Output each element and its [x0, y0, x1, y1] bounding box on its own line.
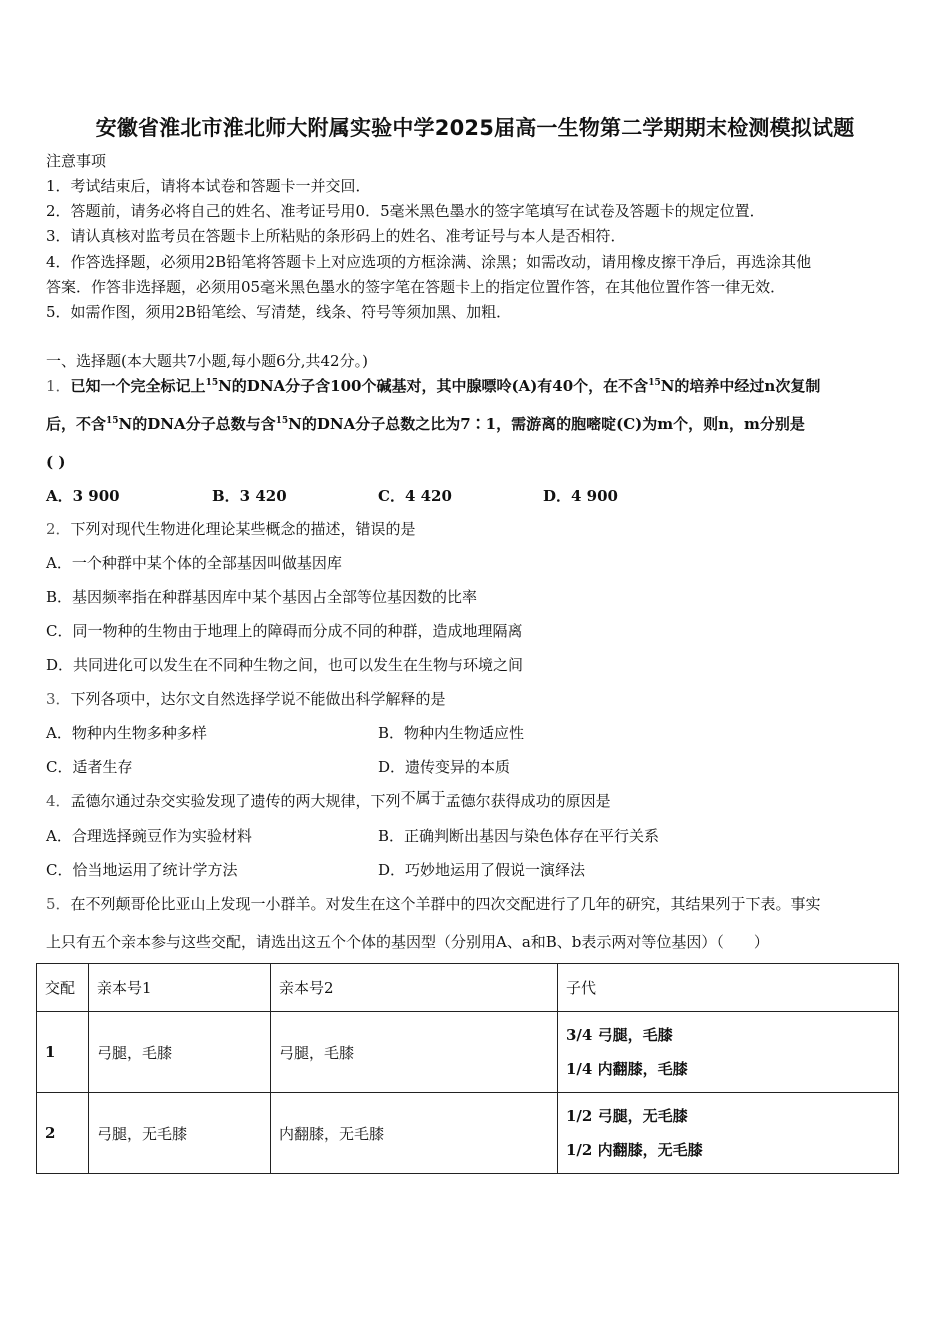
q4-text: 孟德尔获得成功的原因是: [445, 792, 611, 810]
q1-text: 后，不含: [46, 415, 107, 433]
q1-text: N的DNA分子总数之比为7∶1，需游离的胞嘧啶(C)为m个，则n，m分别是: [288, 415, 805, 433]
q3-stem: [46, 689, 446, 709]
q3-option-b: B．物种内生物适应性: [378, 724, 525, 742]
notice-item-2: 2．答题前，请务必将自己的姓名、准考证号用0．5毫米黑色墨水的签字笔填写在试卷及答题卡的规定位置．: [46, 202, 765, 220]
superscript: 15: [648, 378, 661, 388]
notice-heading: 注意事项: [46, 152, 107, 170]
notice-item-5: 5．如需作图，须用2B铅笔绘、写清楚，线条、符号等须加黑、加粗．: [46, 303, 512, 321]
q5-text: 在不列颠哥伦比亚山上发现一小群羊。对发生在这个羊群中的四次交配进行了几年的研究，其结果列于下表。事实: [70, 895, 821, 913]
parent-1-phenotype: 弓腿，无毛膝: [89, 1093, 271, 1174]
q1-option-c: C．4 420: [378, 487, 452, 505]
notice-item-4-cont: 答案．作答非选择题，必须用05毫米黑色墨水的签字笔在答题卡上的指定位置作答，在其他位置作答一律无效．: [46, 278, 786, 296]
header-parent-1: 亲本号1: [89, 964, 271, 1012]
notice-item-4: 4．作答选择题，必须用2B铅笔将答题卡上对应选项的方框涂满、涂黑；如需改动，请用橡皮擦干净后，再选涂其他: [46, 253, 812, 271]
superscript: 15: [275, 416, 289, 426]
cross-id: 2: [37, 1093, 89, 1174]
q5-number: 5．: [46, 895, 71, 913]
cross-id: 1: [37, 1012, 89, 1093]
q2-stem: [46, 519, 416, 539]
q2-text: 下列对现代生物进化理论某些概念的描述，错误的是: [70, 520, 416, 538]
q1-text: N的培养中经过n次复制: [660, 377, 821, 395]
q1-option-d: D．4 900: [543, 487, 618, 505]
q3-text: 下列各项中，达尔文自然选择学说不能做出科学解释的是: [70, 690, 446, 708]
q4-stem: [46, 791, 611, 811]
q4-option-c: C．恰当地运用了统计学方法: [46, 861, 238, 879]
q4-option-a: A．合理选择豌豆作为实验材料: [46, 827, 252, 845]
exam-title: 安徽省淮北市淮北师大附属实验中学2025届高一生物第二学期期末检测模拟试题: [95, 116, 855, 140]
q5-line-2: 上只有五个亲本参与这些交配，请选出这五个个体的基因型（分别用A、a和B、b表示两对等位基因）（ ）: [46, 933, 769, 951]
q1-text: 已知一个完全标记上: [70, 377, 206, 395]
q2-option-b: B．基因频率指在种群基因库中某个基因占全部等位基因数的比率: [46, 588, 478, 606]
table-row: [37, 1012, 899, 1093]
q5-line-1: [46, 894, 821, 914]
offspring-cell: [558, 1093, 899, 1174]
q1-line-2: [46, 414, 805, 434]
q2-option-c: C．同一物种的生物由于地理上的障碍而分成不同的种群，造成地理隔离: [46, 622, 523, 640]
q2-option-d: D．共同进化可以发生在不同种生物之间，也可以发生在生物与环境之间: [46, 656, 524, 674]
offspring-cell: [558, 1012, 899, 1093]
offspring-ratio: 1/2 内翻膝，无毛膝: [566, 1141, 703, 1159]
parent-2-phenotype: 内翻膝，无毛膝: [271, 1093, 558, 1174]
q4-option-b: B．正确判断出基因与染色体存在平行关系: [378, 827, 660, 845]
superscript: 15: [106, 416, 119, 426]
parent-2-phenotype: 弓腿，毛膝: [271, 1012, 558, 1093]
q2-option-a: A．一个种群中某个体的全部基因叫做基因库: [46, 554, 342, 572]
q4-emphasis: 不属于: [400, 789, 446, 807]
q3-option-a: A．物种内生物多种多样: [46, 724, 207, 742]
superscript: 15: [205, 378, 219, 388]
q1-text: N的DNA分子含100个碱基对，其中腺嘌呤(A)有40个，在不含: [218, 377, 649, 395]
q1-text: N的DNA分子总数与含: [118, 415, 276, 433]
table-row: [37, 1093, 899, 1174]
q1-option-b: B．3 420: [212, 487, 287, 505]
header-offspring: 子代: [558, 964, 899, 1012]
q1-line-1: [46, 376, 820, 396]
q3-number: 3．: [46, 690, 71, 708]
header-parent-2: 亲本号2: [271, 964, 558, 1012]
q1-number: 1．: [46, 377, 71, 395]
table-header-row: [37, 964, 899, 1012]
q4-number: 4．: [46, 792, 71, 810]
notice-item-3: 3．请认真核对监考员在答题卡上所粘贴的条形码上的姓名、准考证号与本人是否相符．: [46, 227, 626, 245]
cross-table: [36, 963, 899, 1174]
q1-option-a: A．3 900: [46, 487, 120, 505]
q4-option-d: D．巧妙地运用了假说一演绎法: [378, 861, 586, 879]
q3-option-d: D．遗传变异的本质: [378, 758, 511, 776]
notice-item-1: 1．考试结束后，请将本试卷和答题卡一并交回．: [46, 177, 371, 195]
q3-option-c: C．适者生存: [46, 758, 133, 776]
offspring-ratio: 1/2 弓腿，无毛膝: [566, 1107, 688, 1125]
header-cross: 交配: [37, 964, 89, 1012]
parent-1-phenotype: 弓腿，毛膝: [89, 1012, 271, 1093]
q2-number: 2．: [46, 520, 71, 538]
q1-line-3: ( ): [46, 453, 66, 471]
q4-text: 孟德尔通过杂交实验发现了遗传的两大规律，下列: [70, 792, 401, 810]
offspring-ratio: 1/4 内翻膝，毛膝: [566, 1060, 688, 1078]
offspring-ratio: 3/4 弓腿，毛膝: [566, 1026, 673, 1044]
section-heading: 一、选择题(本大题共7小题,每小题6分,共42分。): [46, 352, 368, 370]
